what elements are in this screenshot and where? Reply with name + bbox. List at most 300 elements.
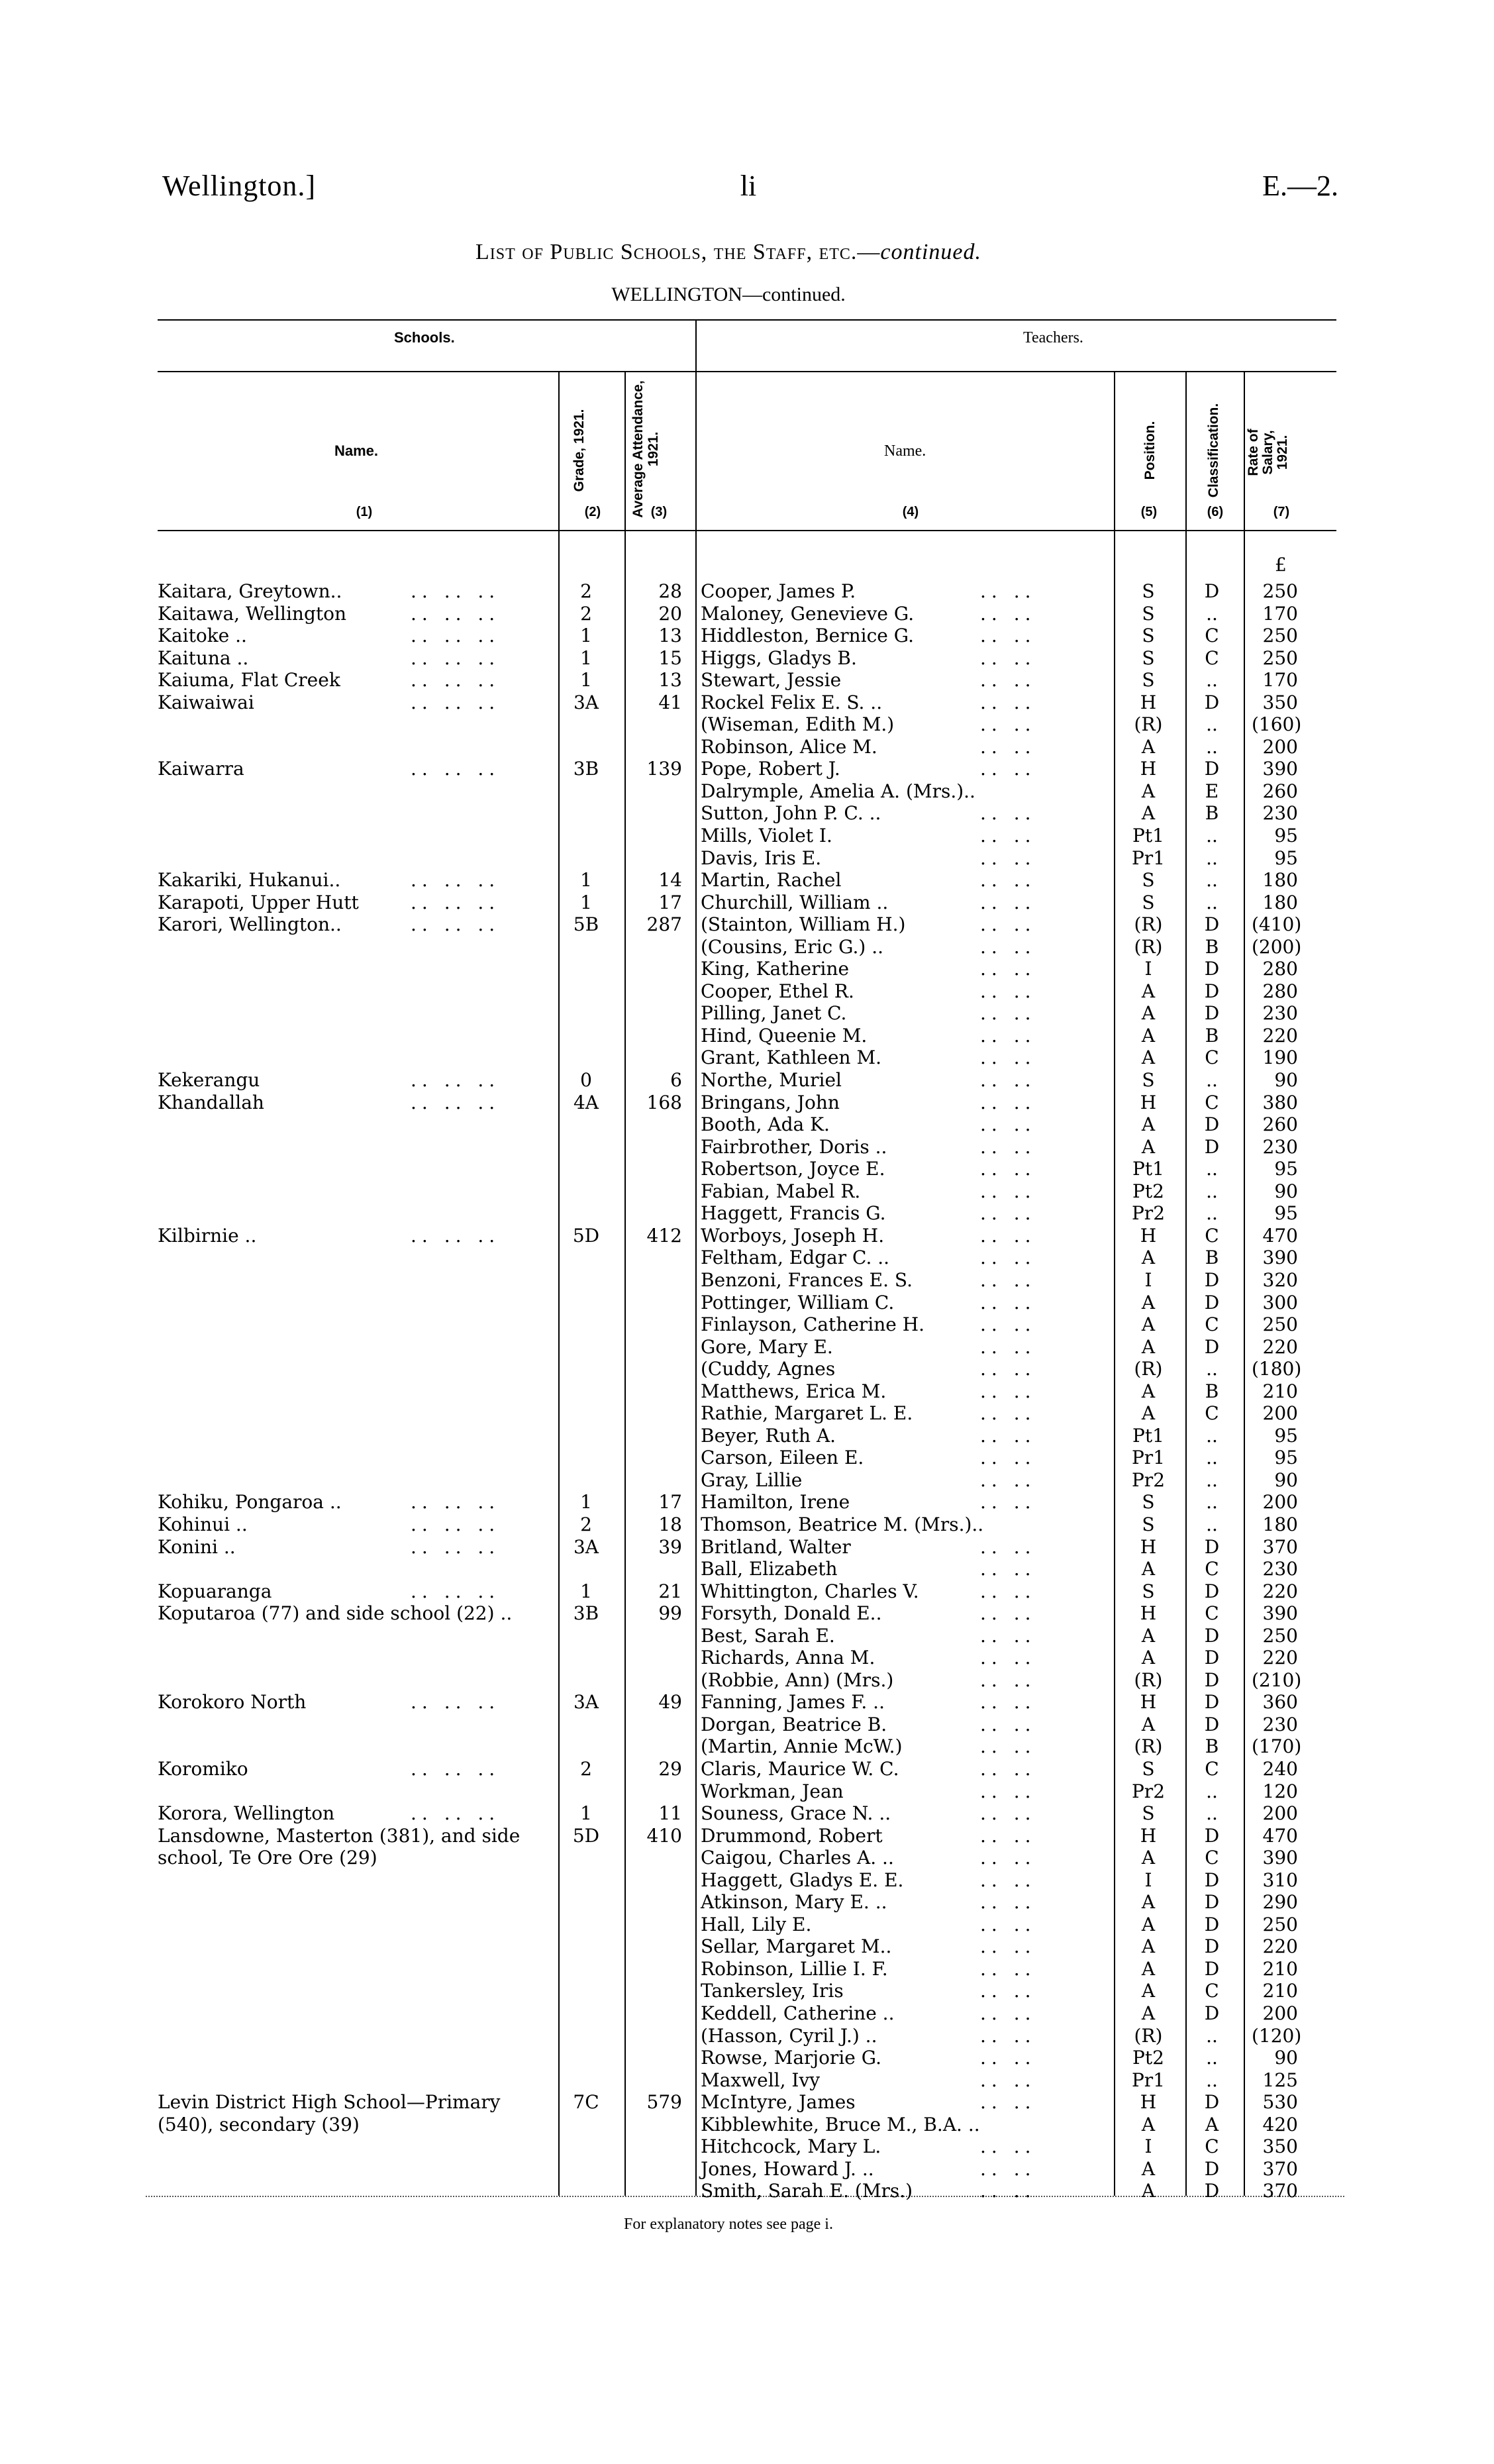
position: A xyxy=(1141,1980,1156,2002)
page-title xyxy=(397,240,1060,265)
page-subtitle: WELLINGTON—continued. xyxy=(611,283,846,305)
position: A xyxy=(1141,2157,1156,2180)
teacher-name: Worboys, Joseph H. xyxy=(701,1224,885,1247)
table-row xyxy=(0,1402,1494,1425)
school-name: Kaitoke .. xyxy=(158,625,247,647)
group-header-teachers: Teachers. xyxy=(1023,329,1083,346)
attendance: 139 xyxy=(646,758,682,780)
classification: D xyxy=(1204,1335,1220,1358)
salary: 250 xyxy=(1262,1313,1298,1336)
position: A xyxy=(1141,2113,1156,2135)
leader-dots: .. .. .. xyxy=(411,1091,501,1113)
attendance: 20 xyxy=(658,602,682,625)
position: I xyxy=(1144,1869,1152,1891)
classification: C xyxy=(1205,646,1219,669)
leader-dots: .. .. xyxy=(980,2024,1036,2047)
teacher-name: Thomson, Beatrice M. (Mrs.).. xyxy=(701,1513,984,1535)
salary: 280 xyxy=(1262,980,1298,1002)
leader-dots: .. .. xyxy=(980,1291,1036,1313)
classification: .. xyxy=(1206,1202,1218,1225)
leader-dots: .. .. .. xyxy=(411,913,501,936)
teacher-name: Rowse, Marjorie G. xyxy=(701,2047,882,2069)
leader-dots: .. .. .. xyxy=(411,1491,501,1514)
column-header-position: Position. xyxy=(1142,421,1158,480)
attendance: 15 xyxy=(658,646,682,669)
table-row xyxy=(0,1558,1494,1580)
teacher-name: (Hasson, Cyril J.) .. xyxy=(701,2024,877,2047)
classification: .. xyxy=(1206,2069,1218,2091)
position: A xyxy=(1141,1847,1156,1869)
position: A xyxy=(1141,1135,1156,1158)
position: H xyxy=(1140,1535,1157,1558)
classification: C xyxy=(1205,1047,1219,1069)
grade: 3B xyxy=(573,1602,599,1625)
salary: 170 xyxy=(1262,669,1298,692)
leader-dots: .. .. xyxy=(980,1069,1036,1092)
table-row xyxy=(0,1714,1494,1736)
table-row xyxy=(0,913,1494,936)
classification: D xyxy=(1204,1913,1220,1935)
position: S xyxy=(1142,1491,1155,1514)
leader-dots: .. .. xyxy=(980,1424,1036,1447)
attendance: 17 xyxy=(658,1491,682,1514)
table-row xyxy=(0,1802,1494,1825)
position: A xyxy=(1141,735,1156,758)
attendance: 410 xyxy=(646,1824,682,1847)
salary: 200 xyxy=(1262,2002,1298,2024)
table-row xyxy=(0,1180,1494,1203)
table-row xyxy=(0,958,1494,980)
leader-dots: .. .. .. xyxy=(411,1580,501,1602)
school-name: Konini .. xyxy=(158,1535,236,1558)
table-row xyxy=(0,2047,1494,2069)
leader-dots: .. .. xyxy=(980,758,1036,780)
position: A xyxy=(1141,802,1156,825)
column-header-classification: Classification. xyxy=(1206,403,1221,498)
teacher-name: Pilling, Janet C. xyxy=(701,1002,847,1025)
salary: 390 xyxy=(1262,1247,1298,1269)
position: A xyxy=(1141,2002,1156,2024)
salary: 220 xyxy=(1262,1647,1298,1669)
teacher-name: Rockel Felix E. S. .. xyxy=(701,691,883,713)
classification: D xyxy=(1204,1580,1220,1602)
teacher-name: Hiddleston, Bernice G. xyxy=(701,625,914,647)
table-row xyxy=(0,1735,1494,1758)
leader-dots: .. .. xyxy=(980,1913,1036,1935)
leader-dots: .. .. xyxy=(980,646,1036,669)
salary: 220 xyxy=(1262,1580,1298,1602)
position: S xyxy=(1142,646,1155,669)
teacher-name: Hind, Queenie M. xyxy=(701,1024,868,1047)
teacher-name: Fairbrother, Doris .. xyxy=(701,1135,887,1158)
leader-dots: .. .. .. xyxy=(411,758,501,780)
teacher-name: Claris, Maurice W. C. xyxy=(701,1757,899,1780)
position: S xyxy=(1142,1802,1155,1825)
attendance: 17 xyxy=(658,891,682,913)
teacher-name: Feltham, Edgar C. .. xyxy=(701,1247,890,1269)
table-row xyxy=(0,1292,1494,1314)
classification: C xyxy=(1205,1313,1219,1336)
leader-dots: .. .. xyxy=(980,1647,1036,1669)
classification: .. xyxy=(1206,1468,1218,1491)
table-row xyxy=(0,1069,1494,1092)
column-header-school-name: Name. xyxy=(334,442,379,459)
school-name: Kaitawa, Wellington xyxy=(158,602,347,625)
leader-dots: .. .. xyxy=(980,580,1036,602)
classification: D xyxy=(1204,980,1220,1002)
leader-dots: .. .. xyxy=(980,1024,1036,1047)
classification: C xyxy=(1205,1980,1219,2002)
table-row xyxy=(0,1092,1494,1114)
grade: 5B xyxy=(573,913,599,936)
classification: C xyxy=(1205,1558,1219,1580)
teacher-name: Whittington, Charles V. xyxy=(701,1580,919,1602)
leader-dots: .. .. xyxy=(980,825,1036,847)
leader-dots: .. .. xyxy=(980,602,1036,625)
salary: 390 xyxy=(1262,1847,1298,1869)
salary: 200 xyxy=(1262,735,1298,758)
salary: 210 xyxy=(1262,1980,1298,2002)
table-row xyxy=(0,1691,1494,1714)
position: A xyxy=(1141,1247,1156,1269)
grade: 1 xyxy=(580,669,592,692)
leader-dots: .. .. .. xyxy=(411,891,501,913)
attendance: 14 xyxy=(658,869,682,892)
leader-dots: .. .. xyxy=(980,1847,1036,1869)
position: A xyxy=(1141,1002,1156,1025)
teacher-name: Drummond, Robert xyxy=(701,1824,883,1847)
salary: (200) xyxy=(1252,935,1302,958)
leader-dots: .. .. xyxy=(980,1047,1036,1069)
position: S xyxy=(1142,669,1155,692)
column-header-rule xyxy=(158,530,1336,531)
classification: .. xyxy=(1206,1158,1218,1180)
table-row xyxy=(0,1847,1494,1869)
school-name: Kakariki, Hukanui.. xyxy=(158,869,341,892)
leader-dots: .. .. xyxy=(980,669,1036,692)
position: A xyxy=(1141,1313,1156,1336)
table-row xyxy=(0,1025,1494,1047)
school-name: Kekerangu xyxy=(158,1069,260,1092)
classification: D xyxy=(1204,1113,1220,1136)
teacher-name: Mills, Violet I. xyxy=(701,825,832,847)
school-name: Korora, Wellington xyxy=(158,1802,335,1825)
grade: 5D xyxy=(572,1824,600,1847)
position: A xyxy=(1141,1380,1156,1402)
table-row xyxy=(0,1358,1494,1380)
salary: 350 xyxy=(1262,2135,1298,2158)
page-number: li xyxy=(740,170,757,202)
table-row xyxy=(0,1602,1494,1625)
column-number: (7) xyxy=(1273,505,1290,519)
teacher-name: Hall, Lily E. xyxy=(701,1913,812,1935)
teacher-name: Britland, Walter xyxy=(701,1535,851,1558)
salary: 200 xyxy=(1262,1491,1298,1514)
leader-dots: .. .. xyxy=(980,2180,1036,2202)
position: A xyxy=(1141,1047,1156,1069)
document-code: E.—2. xyxy=(1262,170,1338,202)
school-name: Kaituna .. xyxy=(158,646,249,669)
salary: 200 xyxy=(1262,1802,1298,1825)
leader-dots: .. .. xyxy=(980,1491,1036,1514)
position: Pr2 xyxy=(1131,1468,1166,1491)
classification: D xyxy=(1204,2157,1220,2180)
classification: B xyxy=(1205,1247,1219,1269)
table-row xyxy=(0,1625,1494,1647)
leader-dots: .. .. xyxy=(980,1802,1036,1825)
position: Pt1 xyxy=(1132,1158,1164,1180)
grade: 4A xyxy=(573,1091,599,1113)
leader-dots: .. .. .. xyxy=(411,1069,501,1092)
leader-dots: .. .. xyxy=(980,958,1036,980)
teacher-name: Tankersley, Iris xyxy=(701,1980,844,2002)
teacher-name: Robinson, Lillie I. F. xyxy=(701,1957,888,1980)
salary: 370 xyxy=(1262,1535,1298,1558)
grade: 1 xyxy=(580,891,592,913)
salary: (120) xyxy=(1252,2024,1302,2047)
position: A xyxy=(1141,1291,1156,1313)
leader-dots: .. .. xyxy=(980,2002,1036,2024)
table-row xyxy=(0,2114,1494,2136)
salary: 390 xyxy=(1262,1602,1298,1625)
teacher-name: Fabian, Mabel R. xyxy=(701,1180,861,1202)
leader-dots: .. .. xyxy=(980,1002,1036,1025)
position: Pt2 xyxy=(1132,2047,1164,2069)
classification: .. xyxy=(1206,2024,1218,2047)
salary: 200 xyxy=(1262,1402,1298,1425)
position: S xyxy=(1142,580,1155,602)
school-name: Khandallah xyxy=(158,1091,264,1113)
position: S xyxy=(1142,1757,1155,1780)
table-row xyxy=(0,847,1494,870)
leader-dots: .. .. xyxy=(980,1402,1036,1425)
leader-dots: .. .. xyxy=(980,1824,1036,1847)
salary: 120 xyxy=(1262,1780,1298,1802)
position: S xyxy=(1142,891,1155,913)
classification: .. xyxy=(1206,713,1218,736)
classification: .. xyxy=(1206,1513,1218,1535)
table-row xyxy=(0,2158,1494,2181)
classification: D xyxy=(1204,580,1220,602)
table-row xyxy=(0,1669,1494,1692)
salary: 260 xyxy=(1262,1113,1298,1136)
leader-dots: .. .. xyxy=(980,1580,1036,1602)
teacher-name: Hamilton, Irene xyxy=(701,1491,850,1514)
teacher-name: Grant, Kathleen M. xyxy=(701,1047,882,1069)
teacher-name: Souness, Grace N. .. xyxy=(701,1802,891,1825)
attendance: 579 xyxy=(646,2091,682,2114)
position: (R) xyxy=(1134,935,1163,958)
leader-dots: .. .. .. xyxy=(411,1513,501,1535)
attendance: 13 xyxy=(658,625,682,647)
school-name: Kaiuma, Flat Creek xyxy=(158,669,340,692)
salary: 180 xyxy=(1262,891,1298,913)
classification: D xyxy=(1204,1713,1220,1735)
leader-dots: .. .. xyxy=(980,1602,1036,1625)
position: I xyxy=(1144,1268,1152,1291)
table-row xyxy=(0,1380,1494,1403)
leader-dots: .. .. xyxy=(980,1691,1036,1714)
grade: 1 xyxy=(580,869,592,892)
classification: B xyxy=(1205,935,1219,958)
position: H xyxy=(1140,1824,1157,1847)
leader-dots: .. .. xyxy=(980,1091,1036,1113)
currency-symbol: £ xyxy=(1275,554,1287,576)
salary: 90 xyxy=(1274,1468,1298,1491)
table-row xyxy=(0,1002,1494,1025)
leader-dots: .. .. xyxy=(980,1268,1036,1291)
salary: 180 xyxy=(1262,869,1298,892)
salary: 190 xyxy=(1262,1047,1298,1069)
leader-dots: .. .. .. xyxy=(411,602,501,625)
salary: 90 xyxy=(1274,1069,1298,1092)
school-name: Kaiwarra xyxy=(158,758,244,780)
classification: D xyxy=(1204,2091,1220,2114)
position: S xyxy=(1142,1513,1155,1535)
teacher-name: Best, Sarah E. xyxy=(701,1624,835,1647)
attendance: 49 xyxy=(658,1691,682,1714)
grade: 3B xyxy=(573,758,599,780)
salary: (410) xyxy=(1252,913,1302,936)
table-row xyxy=(0,2025,1494,2047)
school-name: Koromiko xyxy=(158,1757,248,1780)
table-top-rule xyxy=(158,319,1336,321)
teacher-name: Fanning, James F. .. xyxy=(701,1691,885,1714)
leader-dots: .. .. xyxy=(980,1869,1036,1891)
classification: C xyxy=(1205,1091,1219,1113)
leader-dots: .. .. xyxy=(980,980,1036,1002)
salary: 360 xyxy=(1262,1691,1298,1714)
leader-dots: .. .. xyxy=(980,847,1036,869)
salary: 230 xyxy=(1262,802,1298,825)
position: A xyxy=(1141,1891,1156,1914)
table-row xyxy=(0,1425,1494,1447)
teacher-name: (Stainton, William H.) xyxy=(701,913,906,936)
attendance: 29 xyxy=(658,1757,682,1780)
classification: C xyxy=(1205,1757,1219,1780)
salary: 230 xyxy=(1262,1002,1298,1025)
salary: 95 xyxy=(1274,1424,1298,1447)
salary: (210) xyxy=(1252,1668,1302,1691)
leader-dots: .. .. xyxy=(980,1358,1036,1380)
attendance: 18 xyxy=(658,1513,682,1535)
salary: 210 xyxy=(1262,1957,1298,1980)
position: A xyxy=(1141,1624,1156,1647)
grade: 5D xyxy=(572,1224,600,1247)
school-name: Kaitara, Greytown.. xyxy=(158,580,342,602)
position: S xyxy=(1142,602,1155,625)
salary: 390 xyxy=(1262,758,1298,780)
group-header-rule xyxy=(158,371,1336,372)
salary: 250 xyxy=(1262,625,1298,647)
classification: C xyxy=(1205,625,1219,647)
attendance: 21 xyxy=(658,1580,682,1602)
position: A xyxy=(1141,1113,1156,1136)
staff-table-body xyxy=(0,580,1494,2202)
table-row xyxy=(0,1225,1494,1247)
teacher-name: Martin, Rachel xyxy=(701,869,842,892)
classification: D xyxy=(1204,1624,1220,1647)
leader-dots: .. .. xyxy=(980,1757,1036,1780)
salary: 90 xyxy=(1274,2047,1298,2069)
salary: 180 xyxy=(1262,1513,1298,1535)
classification: D xyxy=(1204,1668,1220,1691)
classification: .. xyxy=(1206,1780,1218,1802)
column-header-teacher-name: Name. xyxy=(884,442,926,460)
position: A xyxy=(1141,1957,1156,1980)
leader-dots: .. .. .. xyxy=(411,691,501,713)
position: S xyxy=(1142,869,1155,892)
classification: .. xyxy=(1206,1802,1218,1825)
attendance: 11 xyxy=(658,1802,682,1825)
position: A xyxy=(1141,780,1156,802)
table-row xyxy=(0,936,1494,958)
leader-dots: .. .. xyxy=(980,625,1036,647)
classification: D xyxy=(1204,1891,1220,1914)
classification: D xyxy=(1204,1935,1220,1958)
classification: D xyxy=(1204,2180,1220,2202)
teacher-name: Forsyth, Donald E.. xyxy=(701,1602,882,1625)
attendance: 13 xyxy=(658,669,682,692)
teacher-name: Northe, Muriel xyxy=(701,1069,842,1092)
table-row xyxy=(0,1869,1494,1892)
table-row xyxy=(0,580,1494,603)
teacher-name: Pottinger, William C. xyxy=(701,1291,895,1313)
position: A xyxy=(1141,2180,1156,2202)
classification: D xyxy=(1204,1869,1220,1891)
leader-dots: .. .. xyxy=(980,913,1036,936)
table-row xyxy=(0,647,1494,670)
table-row xyxy=(0,625,1494,647)
table-row xyxy=(0,1247,1494,1269)
school-name: school, Te Ore Ore (29) xyxy=(158,1847,377,1869)
classification: D xyxy=(1204,1957,1220,1980)
classification: D xyxy=(1204,691,1220,713)
position: H xyxy=(1140,691,1157,713)
position: I xyxy=(1144,958,1152,980)
page-title-main: List of Public Schools, the Staff, etc.— xyxy=(475,240,881,264)
school-name: Kaiwaiwai xyxy=(158,691,254,713)
teacher-name: Rathie, Margaret L. E. xyxy=(701,1402,913,1425)
table-row xyxy=(0,1536,1494,1559)
grade: 3A xyxy=(573,1691,599,1714)
classification: .. xyxy=(1206,1491,1218,1514)
salary: 170 xyxy=(1262,602,1298,625)
salary: (180) xyxy=(1252,1358,1302,1380)
leader-dots: .. .. xyxy=(980,2091,1036,2114)
table-row xyxy=(0,1514,1494,1536)
table-row xyxy=(0,825,1494,847)
leader-dots: .. .. .. xyxy=(411,625,501,647)
leader-dots: .. .. xyxy=(980,1713,1036,1735)
classification: B xyxy=(1205,1735,1219,1758)
salary: 250 xyxy=(1262,1913,1298,1935)
school-name: Karapoti, Upper Hutt xyxy=(158,891,359,913)
grade: 3A xyxy=(573,1535,599,1558)
classification: C xyxy=(1205,1224,1219,1247)
classification: C xyxy=(1205,1402,1219,1425)
school-name: Karori, Wellington.. xyxy=(158,913,342,936)
table-row xyxy=(0,2135,1494,2158)
salary: 310 xyxy=(1262,1869,1298,1891)
classification: D xyxy=(1204,958,1220,980)
table-row xyxy=(0,2069,1494,2092)
classification: D xyxy=(1204,1691,1220,1714)
teacher-name: Workman, Jean xyxy=(701,1780,844,1802)
teacher-name: (Robbie, Ann) (Mrs.) xyxy=(701,1668,894,1691)
classification: .. xyxy=(1206,1447,1218,1469)
position: H xyxy=(1140,1224,1157,1247)
